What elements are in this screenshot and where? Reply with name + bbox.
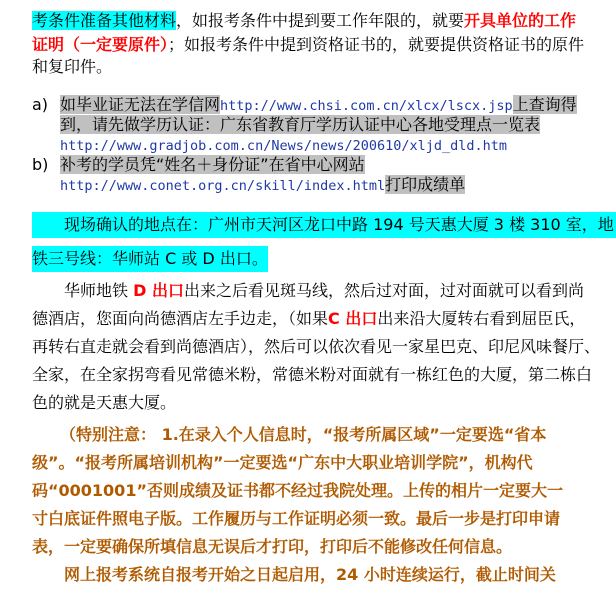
notice-line5: 表，一定要确保所填信息无误后才打印，打印后不能修改任何信息。 xyxy=(32,537,513,556)
exit-c-label: C 出口 xyxy=(328,309,378,328)
notice-line2: 级”。“报考所属培训机构”一定要选“广东中大职业培训学院”，机构代 xyxy=(32,453,533,472)
notice-line3: 码“0001001”否则成绩及证书都不经过我院处理。上传的相片一定要大一 xyxy=(32,481,563,500)
para1-text: 和复印件。 xyxy=(32,57,113,76)
notice-line4: 寸白底证件照电子版。工作履历与工作证明必须一致。最后一步是打印申请 xyxy=(32,509,561,528)
list-marker-a: a) xyxy=(32,95,49,114)
para1-text: ，如报考条件中提到要工作年限的，就要 xyxy=(176,11,465,30)
directions-text: 华师地铁 xyxy=(64,281,134,300)
list-a-text: 到，请先做学历认证：广东省教育厅学历认证中心各地受理点一览表 xyxy=(60,115,541,134)
list-b-text: 打印成绩单 xyxy=(385,175,466,194)
conet-link[interactable]: http://www.conet.org.cn/skill/index.html xyxy=(60,178,386,194)
directions-text: 德酒店，您面向尚德酒店左手边走，（如果 xyxy=(32,309,329,328)
directions-text: 全家，在全家拐弯看见常德米粉，常德米粉对面就有一栋红色的大厦，第二栋白 xyxy=(32,365,593,384)
red-emphasis: 开具单位的工作 xyxy=(464,11,577,30)
para1-text: ；如报考条件中提到资格证书的，就要提供资格证书的原件 xyxy=(168,35,585,54)
highlight-text: 考条件准备其他材料 xyxy=(32,11,177,30)
para1-line3 xyxy=(32,56,112,78)
directions-line1 xyxy=(64,280,584,302)
list-marker-b: b) xyxy=(32,155,49,174)
notice-line1: （特别注意： 1.在录入个人信息时，“报考所属区域”一定要选“省本 xyxy=(60,425,547,444)
directions-line3 xyxy=(32,336,600,358)
directions-text: 出来沿大厦转右看到屈臣氏， xyxy=(377,309,586,328)
exit-d-label: D 出口 xyxy=(133,281,184,300)
directions-line4 xyxy=(32,364,592,386)
para1-line1 xyxy=(32,10,576,32)
chsi-link[interactable]: http://www.chsi.com.cn/xlcx/lscx.jsp xyxy=(220,98,513,114)
directions-text: 再转右直走就会看到尚德酒店），然后可以依次看见一家星巴克、印尼风味餐厅、 xyxy=(32,337,601,356)
directions-line2 xyxy=(32,308,585,330)
site-location-line2 xyxy=(32,246,268,272)
site-location-text: 现场确认的地点在：广州市天河区龙口中路 194 号天惠大厦 3 楼 310 室，地 xyxy=(64,215,614,234)
list-b-text: 补考的学员凭“姓名＋身份证”在省中心网站 xyxy=(60,155,365,174)
para1-line2 xyxy=(32,34,584,56)
list-a-text: 上查询得 xyxy=(512,95,577,114)
list-a-line2 xyxy=(60,114,540,136)
site-location-line1 xyxy=(32,212,616,238)
list-b-line2 xyxy=(60,174,465,197)
notice-line6: 网上报考系统自报考开始之日起启用，24 小时连续运行，截止时间关 xyxy=(64,565,556,584)
directions-text: 出来之后看见斑马线，然后过对面，过对面就可以看到尚 xyxy=(183,281,584,300)
directions-text: 色的就是天惠大厦。 xyxy=(32,393,177,412)
list-a-text: 如毕业证无法在学信网 xyxy=(60,95,221,114)
site-location-text: 铁三号线：华师站 C 或 D 出口。 xyxy=(32,249,268,268)
gradjob-link[interactable]: http://www.gradjob.com.cn/News/news/200610/xljd_dld.htm xyxy=(60,138,508,154)
directions-line5 xyxy=(32,392,176,414)
red-emphasis: 证明（一定要原件） xyxy=(32,35,169,54)
list-b-line1 xyxy=(60,154,365,176)
